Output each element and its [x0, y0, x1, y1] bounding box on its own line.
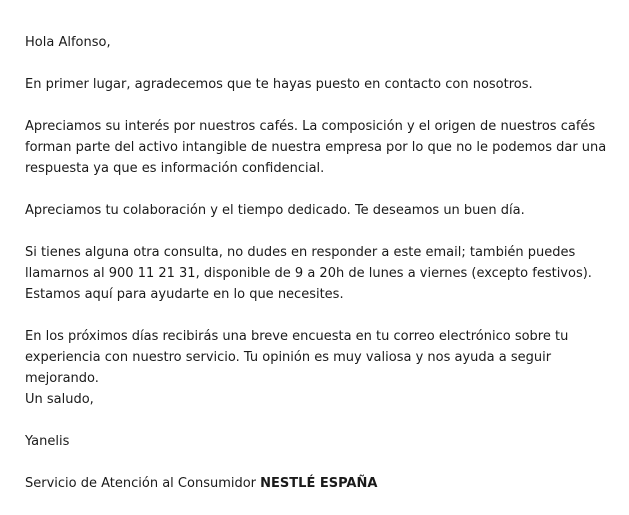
- signature-brand: NESTLÉ ESPAÑA: [260, 476, 378, 491]
- email-paragraph-contact-info: Si tienes alguna otra consulta, no dudes en responder a este email; también puedes llamarnos al 900 11 21 31, disponible de 9 a 20h de lunes a viernes (excepto festivos). Estamos aquí para ayudarte en lo que necesites.: [25, 245, 592, 302]
- signature-department: Servicio de Atención al Consumidor: [25, 476, 261, 491]
- email-paragraph-appreciation: Apreciamos tu colaboración y el tiempo dedicado. Te deseamos un buen día.: [25, 203, 525, 218]
- email-signature: [25, 473, 377, 494]
- email-signer-name: Yanelis: [25, 434, 70, 449]
- email-greeting: Hola Alfonso,: [25, 35, 111, 50]
- email-signoff: Un saludo,: [25, 392, 94, 407]
- email-paragraph-survey: En los próximos días recibirás una breve encuesta en tu correo electrónico sobre tu experiencia con nuestro servicio. Tu opinión es muy valiosa y nos ayuda a seguir mejorando.: [25, 329, 569, 386]
- email-paragraph-confidential: Apreciamos su interés por nuestros cafés. La composición y el origen de nuestros cafés forman parte del activo intangible de nuestra empresa por lo que no le podemos dar una respuesta ya que es información confidencial.: [25, 119, 607, 176]
- email-paragraph-thanks: En primer lugar, agradecemos que te hayas puesto en contacto con nosotros.: [25, 77, 533, 92]
